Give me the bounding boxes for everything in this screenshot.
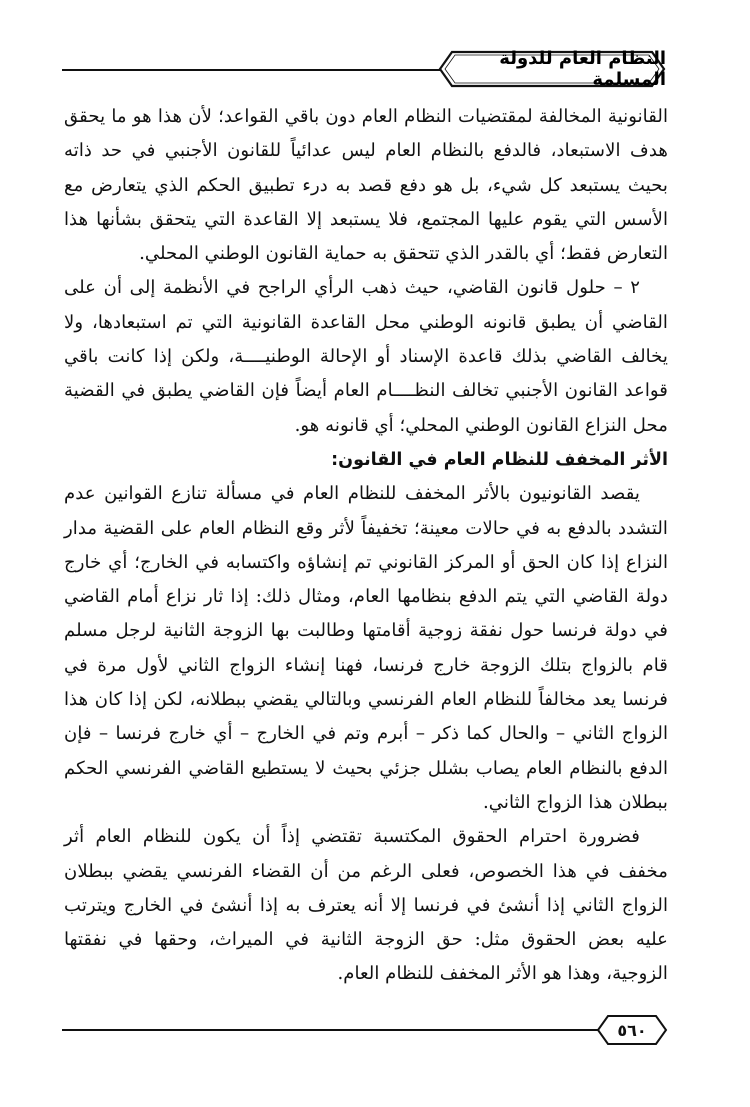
running-title: النظام العام للدولة المسلمة bbox=[499, 48, 666, 90]
header-rule bbox=[62, 69, 448, 71]
page-body bbox=[64, 100, 668, 992]
header-tab bbox=[438, 50, 666, 88]
paragraph-2: ٢ – حلول قانون القاضي، حيث ذهب الرأي الراجح في الأنظمة إلى أن على القاضي أن يطبق قانونه الوطني محل القاعدة القانونية التي تم استبعادها، ولا يخالف القاضي بذلك قاعدة الإسناد أو الإحالة الوطنيــــة، ولكن إذا كانت باقي قواعد القانون الأجنبي تخالف النظــــام العام أيضاً فإن القاضي يطبق في القضية محل النزاع القانون الوطني المحلي؛ أي قانونه هو. bbox=[64, 277, 668, 436]
footer-rule bbox=[62, 1029, 602, 1031]
page-number: ٥٦٠ bbox=[617, 1020, 647, 1040]
paragraph-4: فضرورة احترام الحقوق المكتسبة تقتضي إذاً أن يكون للنظام العام أثر مخفف في هذا الخصوص، فعلى الرغم من أن القضاء الفرنسي يقضي ببطلان الزواج الثاني إذا أنشئ في فرنسا إلا أنه يعترف به إذا أنشئ في الخارج ويترتب عليه بعض الحقوق مثل: حق الزوجة الثانية في الميراث، وحقها في نفقتها الزوجية، وهذا هو الأثر المخفف للنظام العام. bbox=[64, 826, 668, 985]
section-heading: الأثر المخفف للنظام العام في القانون: bbox=[331, 449, 668, 470]
paragraph-1: القانونية المخالفة لمقتضيات النظام العام دون باقي القواعد؛ لأن هذا هو ما يحقق هدف الاستبعاد، فالدفع بالنظام العام ليس عدائياً للقانون الأجنبي في حد ذاته بحيث يستبعد كل شيء، بل هو دفع قصد به درء تطبيق الحكم الذي يتعارض مع الأسس التي يقوم عليها المجتمع، فلا يستبعد إلا القاعدة التي يتحقق بشأنها هذا التعارض فقط؛ أي بالقدر الذي تتحقق به حماية القانون الوطني المحلي. bbox=[64, 106, 668, 265]
paragraph-3: يقصد القانونيون بالأثر المخفف للنظام العام في مسألة تنازع القوانين عدم التشدد بالدفع به في حالات معينة؛ تخفيفاً لأثر وقع النظام العام على القضية مدار النزاع إذا كان الحق أو المركز القانوني تم إنشاؤه واكتسابه في الخارج؛ أي خارج دولة القاضي التي يتم الدفع بنظامها العام، ومثال ذلك: إذا ثار نزاع أمام القاضي في دولة فرنسا حول نفقة زوجية أقامتها وطالبت بها الزوجة الثانية لرجل مسلم قام بالزواج بتلك الزوجة خارج فرنسا، فهنا إنشاء الزواج الثاني لأول مرة في فرنسا يعد مخالفاً للنظام العام الفرنسي وبالتالي يقضي ببطلانه، لكن إذا كان هذا الزواج الثاني – والحال كما ذكر – أبرم وتم في الخارج – أي خارج فرنسا – فإن الدفع بالنظام العام يصاب بشلل جزئي بحيث لا يستطيع القاضي الفرنسي الحكم ببطلان هذا الزواج الثاني. bbox=[64, 483, 668, 813]
page-number-tab bbox=[596, 1014, 668, 1046]
